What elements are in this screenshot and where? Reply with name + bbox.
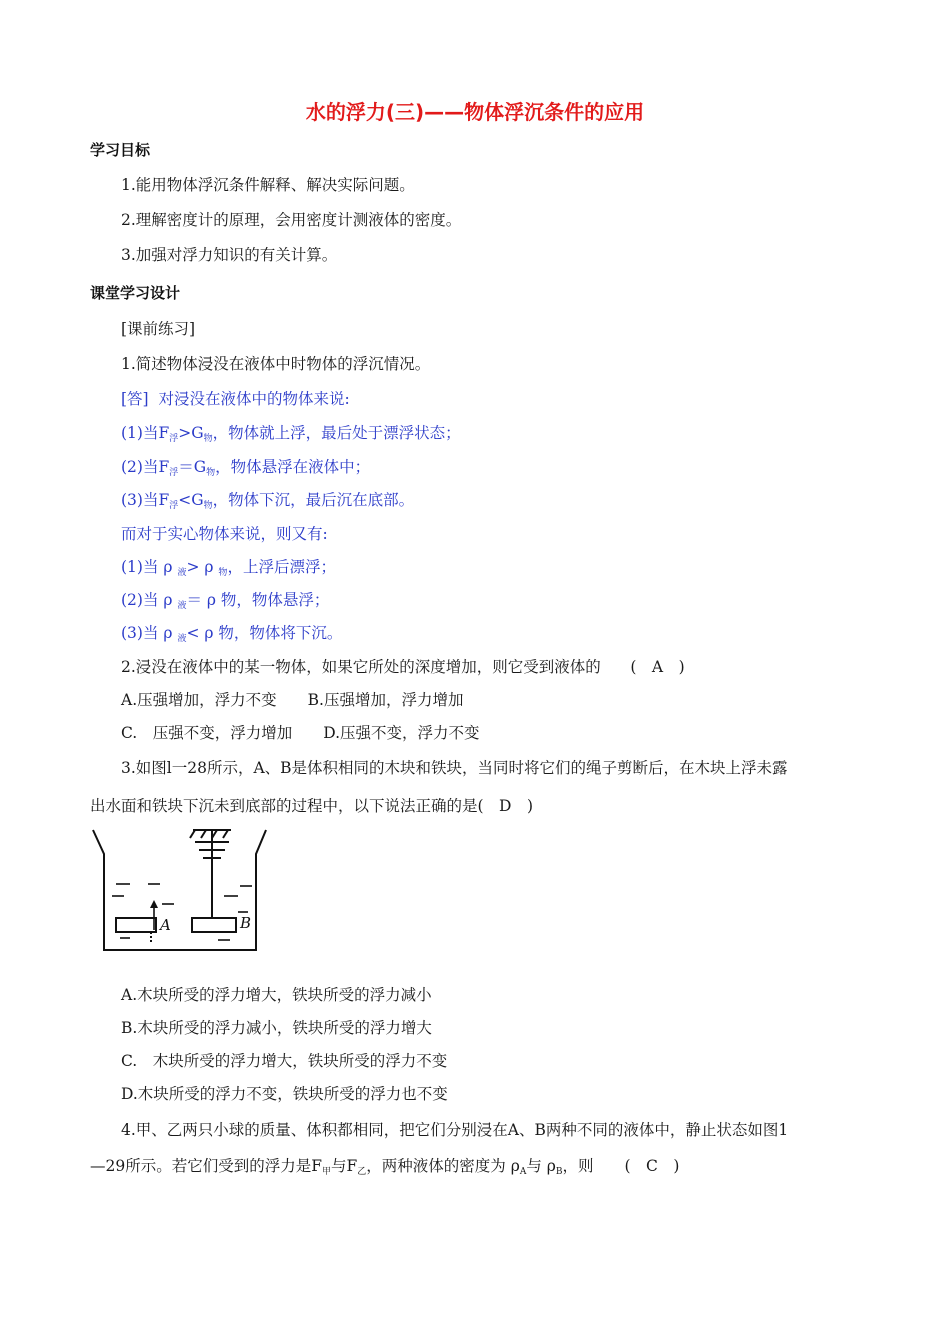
subscript: 浮 (169, 468, 179, 478)
subscript: 液 (177, 601, 187, 611)
solid-object-intro: 而对于实心物体来说，则又有: (121, 525, 328, 543)
question-3-option-d: D.木块所受的浮力不变，铁块所受的浮力也不变 (121, 1085, 448, 1103)
answer-1-case-2 (121, 457, 370, 480)
q4-text: 与F (331, 1157, 358, 1175)
question-2-options-2: C. 压强不变，浮力增加 D.压强不变，浮力不变 (121, 724, 480, 742)
case-text: (1)当F (121, 424, 170, 442)
subscript: 甲 (321, 1167, 331, 1177)
section-heading-goals: 学习目标 (90, 141, 151, 159)
subscript: 乙 (357, 1167, 367, 1177)
goal-item: 1.能用物体浮沉条件解释、解决实际问题。 (121, 176, 415, 194)
case-text: ＝G (178, 458, 207, 476)
case-text: (3)当 ρ (121, 624, 178, 642)
question-4-line-1: 4.甲、乙两只小球的质量、体积都相同，把它们分别浸在A、B两种不同的液体中，静止状态如图1 (121, 1121, 789, 1139)
case-text: ，上浮后漂浮； (227, 558, 336, 576)
case-text: ，物体就上浮，最后处于漂浮状态； (212, 424, 461, 442)
case-text: >G (178, 424, 204, 442)
question-1: 1.简述物体浸没在液体中时物体的浮沉情况。 (121, 355, 431, 373)
q4-text: ，两种液体的密度为 ρ (366, 1157, 520, 1175)
question-3-option-c: C. 木块所受的浮力增大，铁块所受的浮力不变 (121, 1052, 448, 1070)
goal-item: 2.理解密度计的原理，会用密度计测液体的密度。 (121, 211, 462, 229)
hatch-mark (201, 830, 206, 838)
subscript: A (519, 1167, 527, 1177)
question-text: 2.浸没在液体中的某一物体，如果它所处的深度增加，则它受到液体的 (121, 658, 601, 676)
subscript: 物 (203, 501, 213, 511)
section-heading-design: 课堂学习设计 (90, 284, 181, 302)
density-case-2 (121, 590, 329, 613)
case-text: <G (178, 491, 204, 509)
question-2-options-1: A.压强增加，浮力不变 B.压强增加，浮力增加 (121, 691, 464, 709)
label-a: A (160, 916, 171, 934)
subscript: 物 (218, 568, 228, 578)
question-4-line-2 (90, 1156, 679, 1179)
case-text: < ρ 物，物体将下沉。 (186, 624, 343, 642)
answer-1-case-3 (121, 490, 414, 513)
question-2 (121, 657, 685, 677)
question-3-option-a: A.木块所受的浮力增大，铁块所受的浮力减小 (121, 986, 432, 1004)
answer-1-case-1 (121, 423, 461, 446)
case-text: ，物体悬浮在液体中； (215, 458, 371, 476)
q4-text: ，则 ( C ) (562, 1157, 680, 1175)
question-3-option-b: B.木块所受的浮力减小，铁块所受的浮力增大 (121, 1019, 432, 1037)
case-text: (2)当 ρ (121, 591, 178, 609)
case-text: (3)当F (121, 491, 170, 509)
question-3-line-1: 3.如图l一28所示，A、B是体积相同的木块和铁块，当同时将它们的绳子剪断后，在木块上浮未露 (121, 759, 788, 777)
question-3-line-2: 出水面和铁块下沉未到底部的过程中，以下说法正确的是( D ) (90, 797, 534, 815)
answer-label: [答] (121, 390, 149, 408)
label-b: B (240, 914, 252, 932)
answer-choice: ( A ) (630, 658, 685, 676)
hatch-mark (190, 830, 195, 838)
case-text: (1)当 ρ (121, 558, 178, 576)
wood-block-a (116, 918, 156, 932)
figure-1-28 (90, 826, 270, 954)
iron-block-b (192, 918, 236, 932)
subscript: 物 (206, 468, 216, 478)
density-case-1 (121, 557, 336, 580)
density-case-3 (121, 623, 342, 646)
goal-item: 3.加强对浮力知识的有关计算。 (121, 246, 338, 264)
answer-intro-text: 对浸没在液体中的物体来说: (158, 390, 350, 408)
case-text: ，物体下沉，最后沉在底部。 (212, 491, 415, 509)
subscript: 浮 (169, 501, 179, 511)
subscript: 浮 (169, 434, 179, 444)
subscript: 液 (177, 568, 187, 578)
arrow-head (150, 900, 158, 908)
answer-1-intro (121, 389, 350, 409)
subscript: 物 (203, 434, 213, 444)
q4-text: —29所示。若它们受到的浮力是F (90, 1157, 322, 1175)
case-text: ＝ ρ 物，物体悬浮； (186, 591, 330, 609)
case-text: > ρ (186, 558, 219, 576)
subheading-pre-practice: [课前练习] (121, 320, 196, 338)
hatch-mark (223, 830, 228, 838)
subscript: 液 (177, 634, 187, 644)
q4-text: 与 ρ (526, 1157, 556, 1175)
page-title: 水的浮力(三)——物体浮沉条件的应用 (305, 100, 645, 124)
case-text: (2)当F (121, 458, 170, 476)
subscript: B (555, 1167, 563, 1177)
